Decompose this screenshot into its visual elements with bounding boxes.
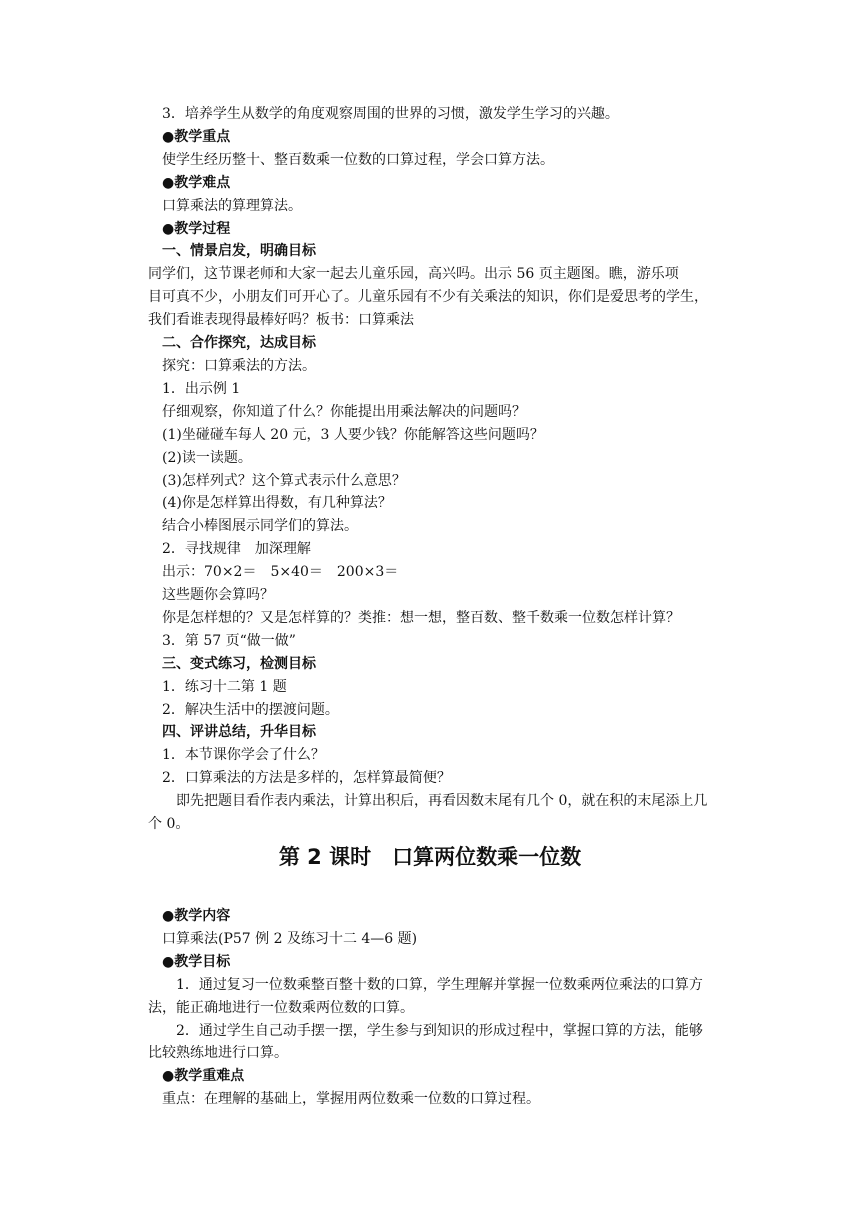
lesson-2-body [148, 905, 736, 1111]
show-expressions-text: 出示：70×2＝ 5×40＝ 200×3＝ [162, 564, 399, 581]
goal-2-paragraph [148, 1020, 736, 1066]
method-paragraph [148, 790, 736, 836]
question-2-text: (2)读一读题。 [162, 449, 252, 466]
intro-paragraph [148, 263, 736, 332]
difficulties-text: 口算乘法的算理算法。 [162, 197, 302, 214]
pattern-text: 2．寻找规律 加深理解 [162, 541, 311, 558]
summary-1-text: 1．本节课你学会了什么？ [162, 747, 325, 764]
page-57-text: 3．第 57 页“做一做” [162, 632, 296, 649]
content-text: 口算乘法(P57 例 2 及练习十二 4—6 题) [162, 930, 418, 947]
section-key-points-heading: ●教学重点 [162, 128, 231, 145]
goal-2-line-1: 2．通过学生自己动手摆一摆，学生参与到知识的形成过程中，掌握口算的方法，能够 [176, 1022, 703, 1039]
question-3-text: (3)怎样列式？这个算式表示什么意思？ [162, 472, 406, 489]
question-4-text: (4)你是怎样算出得数，有几种算法？ [162, 495, 392, 512]
section-key-difficult-heading: ●教学重难点 [162, 1068, 245, 1085]
key-points-text: 使学生经历整十、整百数乘一位数的口算过程，学会口算方法。 [162, 151, 554, 168]
section-goals-heading: ●教学目标 [162, 953, 231, 970]
method-line-2: 个 0。 [148, 816, 190, 833]
section-content-heading: ●教学内容 [162, 908, 231, 924]
intro-line-3: 我们看谁表现得最棒好吗？板书：口算乘法 [148, 312, 414, 329]
section-difficulties-heading: ●教学难点 [162, 174, 231, 191]
lesson-2-title: 第 2 课时 口算两位数乘一位数 [278, 845, 582, 869]
goal-1-line-2: 法，能正确地进行一位数乘两位数的口算。 [148, 999, 414, 1016]
summary-2-text: 2．口算乘法的方法是多样的，怎样算最简便？ [162, 770, 451, 787]
step-3-heading: 三、变式练习，检测目标 [162, 655, 316, 672]
example-1-text: 1．出示例 1 [162, 380, 241, 397]
question-1-text: (1)坐碰碰车每人 20 元，3 人要少钱？你能解答这些问题吗？ [162, 426, 544, 443]
step-4-heading: 四、评讲总结，升华目标 [162, 724, 316, 741]
method-line-1: 即先把题目看作表内乘法，计算出积后，再看因数末尾有几个 0，就在积的末尾添上几 [176, 793, 708, 810]
goal-2-line-2: 比较熟练地进行口算。 [148, 1045, 288, 1062]
can-calculate-text: 这些题你会算吗？ [162, 587, 274, 604]
intro-line-1: 同学们，这节课老师和大家一起去儿童乐园，高兴吗。出示 56 页主题图。瞧，游乐项 [148, 266, 679, 283]
step-1-heading: 一、情景启发，明确目标 [162, 243, 316, 260]
section-process-heading: ●教学过程 [162, 220, 231, 237]
explore-text: 探究：口算乘法的方法。 [162, 357, 316, 374]
sticks-text: 结合小棒图展示同学们的算法。 [162, 518, 358, 535]
key-difficult-text: 重点：在理解的基础上，掌握用两位数乘一位数的口算过程。 [162, 1091, 540, 1108]
intro-line-2: 目可真不少，小朋友们可开心了。儿童乐园有不少有关乘法的知识，你们是爱思考的学生， [148, 289, 708, 306]
exercise-1-text: 1．练习十二第 1 题 [162, 678, 287, 695]
observe-text: 仔细观察，你知道了什么？你能提出用乘法解决的问题吗？ [162, 403, 526, 420]
goal-1-paragraph [148, 974, 736, 1020]
analogy-text: 你是怎样想的？又是怎样算的？类推：想一想，整百数、整千数乘一位数怎样计算？ [162, 609, 680, 626]
goal-3-line: 3．培养学生从数学的角度观察周围的世界的习惯，激发学生学习的兴趣。 [162, 106, 619, 122]
step-2-heading: 二、合作探究，达成目标 [162, 335, 316, 352]
ferry-problem-text: 2．解决生活中的摆渡问题。 [162, 701, 339, 718]
goal-1-line-1: 1．通过复习一位数乘整百整十数的口算，学生理解并掌握一位数乘两位乘法的口算方 [176, 976, 703, 993]
lesson-1-continued [148, 103, 736, 836]
